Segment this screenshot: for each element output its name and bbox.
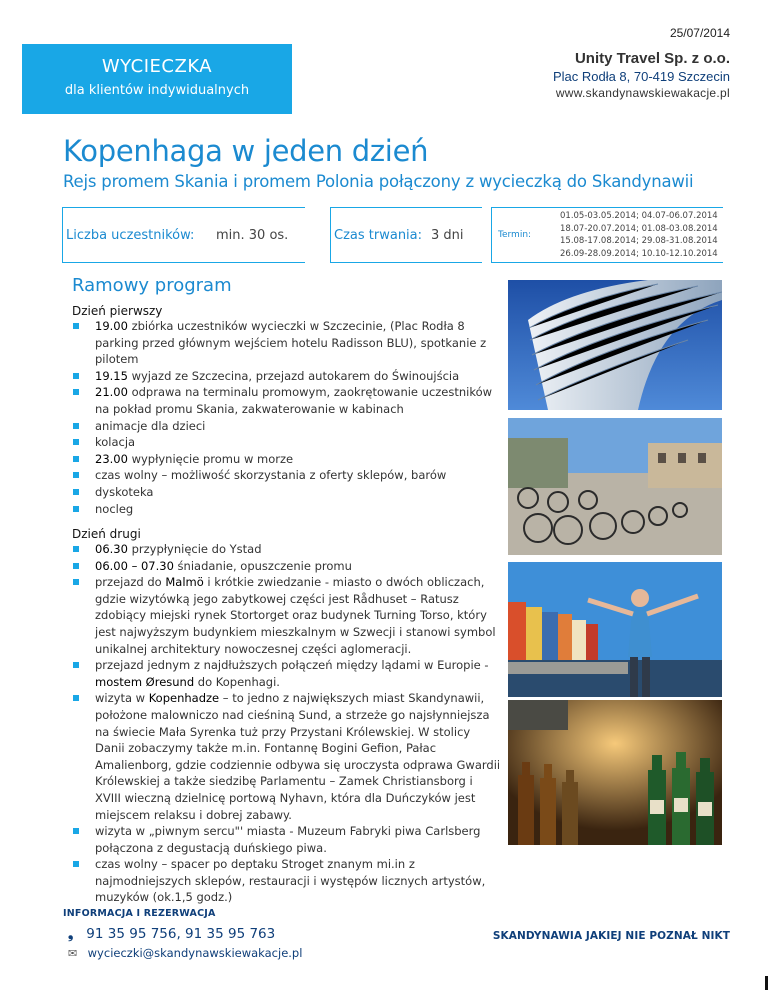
term-line: 15.08-17.08.2014; 29.08-31.08.2014 <box>560 236 718 246</box>
item-text: – to jedno z największych miast Skandynawii, położone malowniczo nad cieśniną Sund, a strzeże go najsłynniejsza na świecie Mała Syrenka tuż przy Przystani Królewskiej. W stolicy Danii zobaczymy także m.in. Fontannę Bogini Gefion, Pałac Amalienborg, gdzie codziennie odbywa się uroczysta odprawa Gwardii Królewskiej a także siedzibę Parlamentu – Zamek Christiansborg i XVIII wieczną dzielnicę portową Nyhavn, która dla Duńczyków jest miejscem relaksu i dobrej zabawy. <box>95 691 501 822</box>
item-text: wypłynięcie promu w morze <box>127 451 294 466</box>
phone-number: 91 35 95 756, 91 35 95 763 <box>86 926 276 942</box>
duration-box <box>330 207 482 263</box>
info-reservation-heading: INFORMACJA I REZERWACJA <box>63 908 216 919</box>
phone-icon: ❟ <box>68 926 74 942</box>
participants-label: Liczba uczestników: <box>66 228 195 243</box>
participants-box <box>62 207 305 263</box>
term-dates <box>560 210 718 260</box>
banner-subtitle: dla klientów indywidualnych <box>64 83 250 98</box>
carlsberg-bottles-photo <box>508 700 722 845</box>
item-time: 06.30 <box>95 542 128 556</box>
list-item <box>72 856 502 906</box>
list-item <box>72 434 502 451</box>
list-item <box>72 368 502 385</box>
item-text: wyjazd ze Szczecina, przejazd autokarem do Świnoujścia <box>127 368 460 383</box>
item-text: wizyta w <box>95 691 149 706</box>
duration-value: 3 dni <box>431 228 464 243</box>
item-text: animacje dla dzieci <box>95 418 206 433</box>
trip-type-banner <box>22 44 292 114</box>
item-text: wizyta w „piwnym sercu"' miasta - Muzeum Fabryki piwa Carlsberg połączona z degustacją duńskiego piwa. <box>95 824 481 855</box>
list-item <box>72 657 502 690</box>
list-item <box>72 418 502 435</box>
program-heading: Ramowy program <box>72 275 232 296</box>
list-item <box>72 690 502 823</box>
item-time: 19.00 <box>95 319 128 333</box>
day1-heading: Dzień pierwszy <box>72 304 163 318</box>
term-label: Termin: <box>498 230 532 240</box>
item-time: 19.15 <box>95 368 128 383</box>
document-date: 25/07/2014 <box>669 26 730 40</box>
day2-list <box>72 541 502 906</box>
list-item <box>72 318 502 368</box>
banner-title: WYCIECZKA <box>101 56 213 77</box>
contact-phone[interactable] <box>68 926 275 942</box>
item-text: kolacja <box>95 435 136 450</box>
item-text: czas wolny – możliwość skorzystania z oferty sklepów, barów <box>95 468 447 483</box>
item-text: dyskoteka <box>95 484 154 499</box>
contact-email[interactable] <box>68 946 302 960</box>
email-address: wycieczki@skandynawskiewakacje.pl <box>87 946 303 960</box>
item-text: przypłynięcie do Ystad <box>127 542 262 556</box>
item-time: 23.00 <box>95 451 128 466</box>
list-item <box>72 823 502 856</box>
day2-heading: Dzień drugi <box>72 527 141 541</box>
nyhavn-photo <box>508 562 722 697</box>
duration-label: Czas trwania: <box>334 228 423 243</box>
item-text: przejazd jednym z najdłuższych połączeń między lądami w Europie - <box>95 658 489 673</box>
item-text: odprawa na terminalu promowym, zaokrętowanie uczestników na pokład promu Skania, zakwaterowanie w kabinach <box>95 385 493 416</box>
list-item <box>72 467 502 484</box>
list-item <box>72 501 502 518</box>
company-website[interactable]: www.skandynawskiewakacje.pl <box>555 86 730 100</box>
term-line: 18.07-20.07.2014; 01.08-03.08.2014 <box>560 223 718 234</box>
item-text: zbiórka uczestników wycieczki w Szczecinie, (Plac Rodła 8 parking przed głównym wejściem hotelu Radisson BLU), spotkanie z pilotem <box>95 319 487 367</box>
participants-value: min. 30 os. <box>216 228 289 243</box>
company-info <box>553 50 730 100</box>
company-name: Unity Travel Sp. z o.o. <box>574 50 730 67</box>
list-item <box>72 541 502 558</box>
list-item <box>72 484 502 501</box>
company-address: Plac Rodła 8, 70-419 Szczecin <box>552 69 730 84</box>
day1-list <box>72 318 502 517</box>
term-line: 01.05-03.05.2014; 04.07-06.07.2014 <box>560 211 718 221</box>
place-name: mostem Øresund <box>95 674 195 689</box>
list-item <box>72 558 502 575</box>
term-box <box>491 207 723 263</box>
item-text: przejazd do <box>95 575 166 590</box>
list-item <box>72 574 502 657</box>
item-text: i krótkie zwiedzanie - miasto o dwóch obliczach, gdzie wizytówką jego zabytkowej części jest Rådhuset – Ratusz zdobiący miejski rynek Stortorget oraz budynek Turning Torso, który jest najwyższym budynkiem mieszkalnym w Szwecji i stanowi symbol unikalnej architektury nowoczesnej części aglomeracji. <box>95 575 496 656</box>
item-time: 06.00 – 07.30 <box>95 558 174 573</box>
item-text: czas wolny – spacer po deptaku Stroget znanym mi.in z najmodniejszych sklepów, restauracji i występów licznych artystów, muzyków (ok.1,5 godz.) <box>95 857 486 905</box>
page-title: Kopenhaga w jeden dzień <box>63 134 429 168</box>
place-name: Malmö <box>165 575 204 590</box>
place-name: Kopenhadze <box>148 691 220 706</box>
list-item <box>72 451 502 468</box>
bicycles-square-photo <box>508 418 722 555</box>
item-text: do Kopenhagi. <box>194 674 280 689</box>
item-text: śniadanie, opuszczenie promu <box>173 558 352 573</box>
mail-icon: ✉ <box>68 947 78 960</box>
page-subtitle: Rejs promem Skania i promem Polonia połączony z wycieczką do Skandynawii <box>63 172 694 191</box>
item-time: 21.00 <box>95 385 128 400</box>
list-item <box>72 384 502 417</box>
item-text: nocleg <box>95 501 134 516</box>
turning-torso-photo <box>508 280 722 410</box>
term-line: 26.09-28.09.2014; 10.10-12.10.2014 <box>560 248 718 259</box>
slogan: SKANDYNAWIA JAKIEJ NIE POZNAŁ NIKT <box>492 930 730 942</box>
